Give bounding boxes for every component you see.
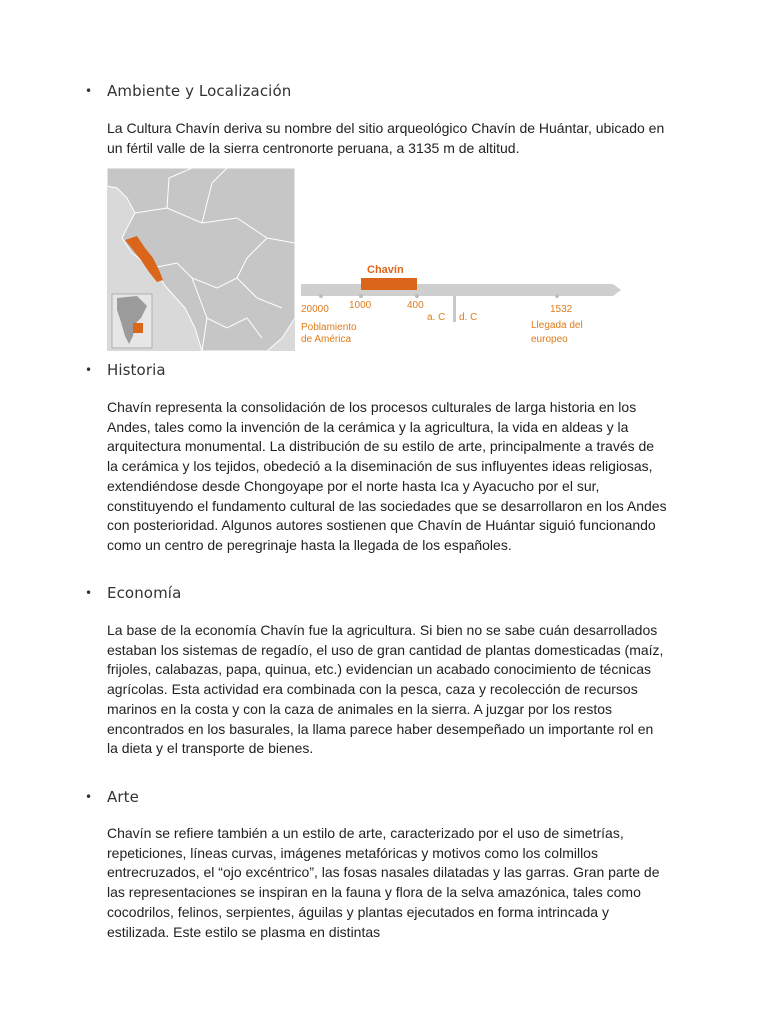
event-start-line2: de América — [301, 334, 352, 345]
map-graphic — [107, 168, 295, 351]
map-timeline-figure — [107, 168, 627, 351]
heading-text: Historia — [107, 361, 166, 379]
era-before-label: a. C — [427, 312, 446, 323]
tick-label-1532: 1532 — [550, 304, 573, 315]
tick-label-400: 400 — [407, 300, 424, 311]
event-end-line1: Llegada del — [531, 320, 583, 331]
heading-text: Ambiente y Localización — [107, 82, 292, 100]
chavin-period-bar — [361, 278, 417, 290]
paragraph-economia: La base de la economía Chavín fue la agricultura. Si bien no se sabe cuán desarrollados estaban los sistemas de regadío, el uso de gran cantidad de plantas domesticadas (maíz, frijoles, calabazas, papa, quinua, etc.) evidencian un acabado conocimiento de técnicas agrícolas. Esta actividad era combinada con la pesca, caza y recolección de recursos marinos en la costa y con la caza de animales en la sierra. A juzgar por los restos encontrados en los basurales, la llama parece haber desempeñado un importante rol en la dieta y el transporte de bienes. — [107, 622, 664, 757]
event-end-line2: europeo — [531, 334, 568, 345]
bullet-icon: • — [85, 790, 93, 804]
timeline-graphic — [295, 258, 627, 350]
era-after-label: d. C — [459, 312, 478, 323]
section-heading-ambiente — [85, 82, 291, 100]
bullet-icon: • — [85, 363, 93, 377]
paragraph-ambiente: La Cultura Chavín deriva su nombre del sitio arqueológico Chavín de Huántar, ubicado en un fértil valle de la sierra centronorte peruana, a 3135 m de altitud. — [107, 120, 665, 156]
event-start-line1: Poblamiento — [301, 322, 357, 333]
south-america-map — [107, 168, 295, 351]
bullet-icon: • — [85, 586, 93, 600]
bullet-icon: • — [85, 84, 93, 98]
section-heading-arte — [85, 788, 139, 806]
heading-text: Economía — [107, 584, 182, 602]
paragraph-historia: Chavín representa la consolidación de los procesos culturales de larga historia en los Andes, tales como la invención de la cerámica y la agricultura, la vida en aldeas y la arquitectura monumental. La distribución de su estilo de arte, principalmente a través de la cerámica y los tejidos, obedeció a la diseminación de sus influyentes ideas religiosas, extendiéndose desde Chongoyape por el norte hasta Ica y Ayacucho por el sur, constituyendo el fundamento cultural de las sociedades que se desarrollaron en los Andes con posterioridad. Algunos autores sostienen que Chavín de Huántar siguió funcionando como un centro de peregrinaje hasta la llegada de los españoles. — [107, 399, 667, 553]
section-heading-economia — [85, 584, 181, 602]
paragraph-arte: Chavín se refiere también a un estilo de arte, caracterizado por el uso de simetrías, repeticiones, líneas curvas, imágenes metafóricas y motivos como los colmillos entrecruzados, el “ojo excéntrico”, las fosas nasales dilatadas y las garras. Gran parte de las representaciones se inspiran en la fauna y flora de la selva amazónica, tales como cocodrilos, felinos, serpientes, águilas y plantas ejecutados en forma intrincada y estilizada. Este estilo se plasma en distintas — [107, 825, 660, 940]
tick-label-20000: 20000 — [301, 304, 329, 315]
heading-text: Arte — [107, 788, 139, 806]
tick-label-1000: 1000 — [349, 300, 372, 311]
chavin-label: Chavín — [367, 264, 404, 276]
section-heading-historia — [85, 361, 166, 379]
